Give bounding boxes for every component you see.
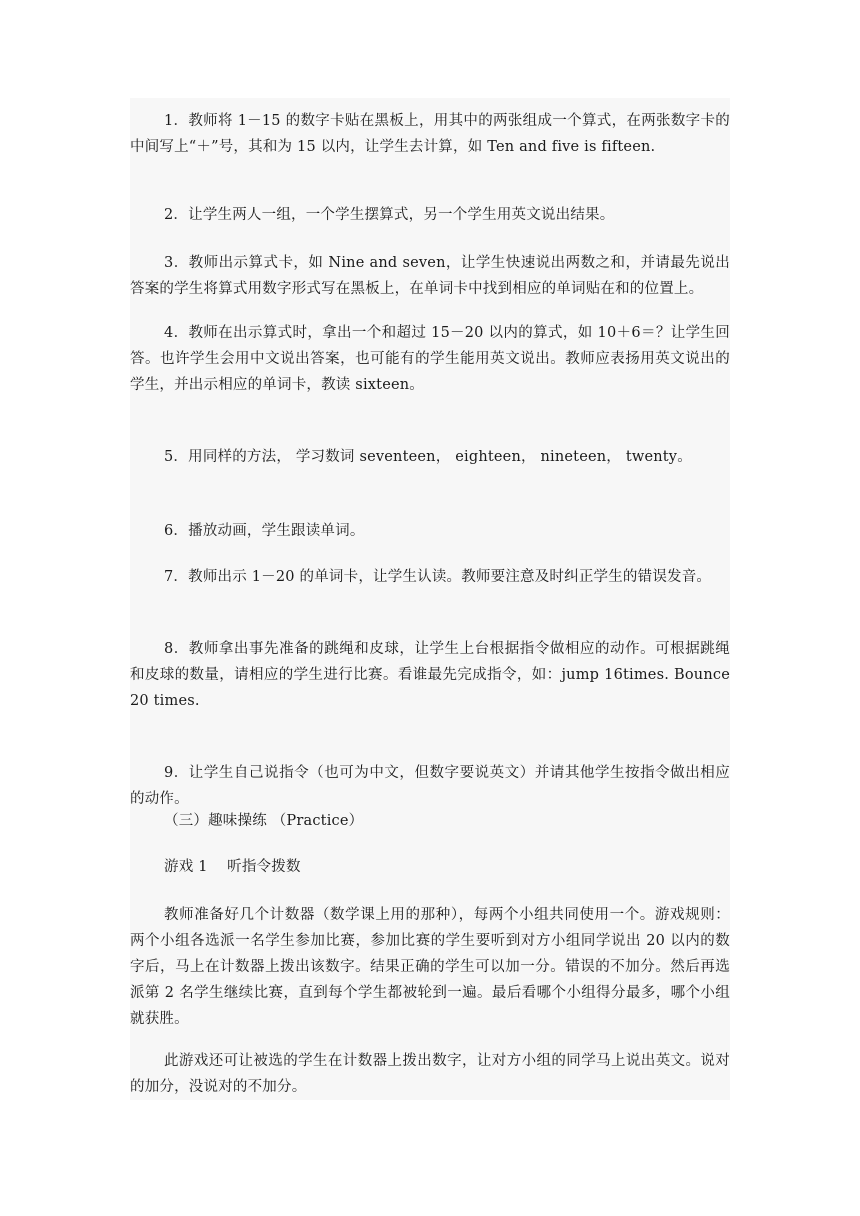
section-heading-practice: （三）趣味操练 （Practice） (164, 813, 364, 829)
paragraph-9: 9．让学生自己说指令（也可为中文，但数字要说英文）并请其他学生按指令做出相应的动作。 (130, 765, 730, 807)
paragraph-5: 5．用同样的方法， 学习数词 seventeen， eighteen， nineteen， twenty。 (164, 449, 692, 465)
paragraph-8: 8．教师拿出事先准备的跳绳和皮球，让学生上台根据指令做相应的动作。可根据跳绳和皮球的数量，请相应的学生进行比赛。看谁最先完成指令，如：jump 16times. Bounce 20 times. (130, 641, 730, 709)
paragraph-2: 2．让学生两人一组，一个学生摆算式，另一个学生用英文说出结果。 (164, 207, 615, 223)
paragraph-7: 7．教师出示 1－20 的单词卡，让学生认读。教师要注意及时纠正学生的错误发音。 (164, 569, 712, 585)
game-1-heading: 游戏 1 听指令拨数 (164, 859, 301, 875)
paragraph-game-rules: 教师准备好几个计数器（数学课上用的那种），每两个小组共同使用一个。游戏规则：两个小组各选派一名学生参加比赛，参加比赛的学生要听到对方小组同学说出 20 以内的数字后，马上在计数器上拨出该数字。结果正确的学生可以加一分。错误的不加分。然后再选派第 2 名学生继续比赛，直到每个学生都被轮到一遍。最后看哪个小组得分最多，哪个小组就获胜。 (130, 907, 730, 1027)
paragraph-6: 6．播放动画，学生跟读单词。 (164, 523, 365, 539)
document-page (130, 98, 730, 1100)
paragraph-1: 1．教师将 1－15 的数字卡贴在黑板上，用其中的两张组成一个算式，在两张数字卡的中间写上“＋”号，其和为 15 以内，让学生去计算，如 Ten and five is fifteen. (130, 113, 730, 155)
paragraph-4: 4．教师在出示算式时，拿出一个和超过 15－20 以内的算式，如 10＋6＝？让学生回答。也许学生会用中文说出答案，也可能有的学生能用英文说出。教师应表扬用英文说出的学生，并出示相应的单词卡，教读 sixteen。 (130, 325, 730, 393)
paragraph-game-variant: 此游戏还可让被选的学生在计数器上拨出数字，让对方小组的同学马上说出英文。说对的加分，没说对的不加分。 (130, 1053, 730, 1095)
paragraph-3: 3．教师出示算式卡，如 Nine and seven，让学生快速说出两数之和，并请最先说出答案的学生将算式用数字形式写在黑板上，在单词卡中找到相应的单词贴在和的位置上。 (130, 255, 730, 297)
